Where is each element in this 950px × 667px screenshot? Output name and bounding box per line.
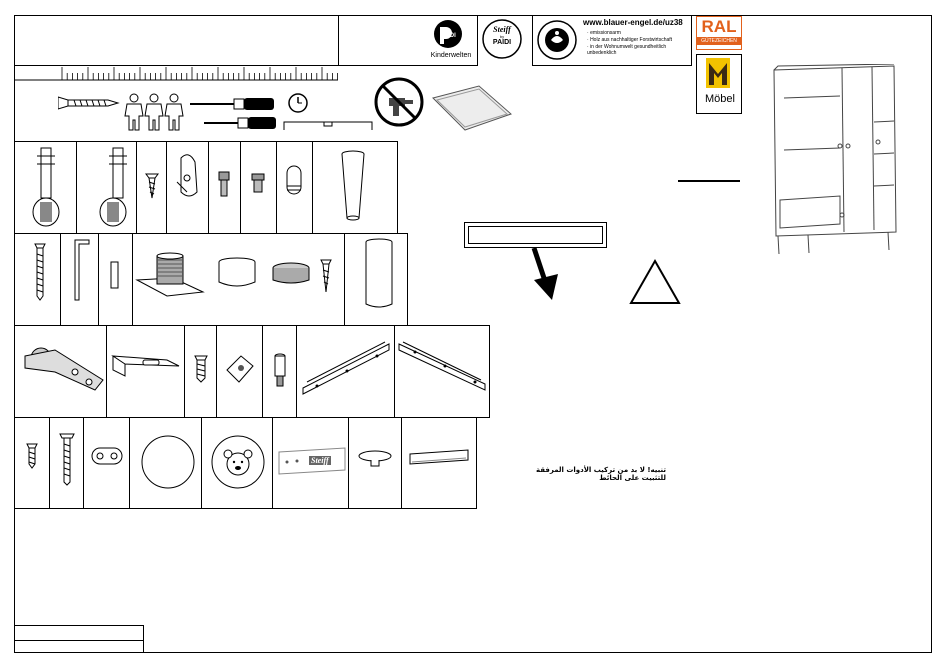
footer-box-bottom: [14, 640, 144, 653]
parts-row-2: [14, 233, 408, 326]
blue-angel-bullet-3: · in der Wohnumwelt gesundheitlich unbedenklich: [587, 44, 667, 56]
part-leg-fittings: [133, 234, 345, 325]
part-bar-handle: [402, 418, 478, 508]
part-tapered-leg: [313, 142, 399, 233]
steiff-paidi-logo: [481, 18, 523, 60]
label-underline: [678, 180, 740, 182]
part-hinge: [15, 326, 107, 417]
screwdriver-flat-icon: [204, 116, 278, 130]
three-persons-icon: [124, 93, 186, 131]
part-drawer-runner-left: [297, 326, 395, 417]
moebel-text: Möbel: [705, 93, 735, 105]
part-dowel-cap: [277, 142, 313, 233]
blue-angel-label: [532, 15, 692, 66]
footer-box-top: [14, 625, 144, 641]
notice-box: [464, 222, 607, 248]
svg-text:PAIDI: PAIDI: [440, 33, 456, 39]
moebel-m-icon: [706, 58, 730, 88]
steiff-logo-line2: by: [499, 34, 505, 39]
part-tube: [345, 234, 409, 325]
part-euro-screw: [185, 326, 217, 417]
wardrobe-illustration: [770, 64, 902, 256]
part-connector-block: [84, 418, 130, 508]
part-drawer-runner-right: [395, 326, 491, 417]
part-shelf-pin: [263, 326, 297, 417]
part-wood-dowel: [99, 234, 133, 325]
steiff-plate-label: Steiff: [311, 456, 329, 465]
blue-angel-icon: [537, 20, 577, 60]
parts-row-1: [14, 141, 398, 234]
part-chipboard-screw: [15, 418, 50, 508]
warning-triangle-icon: [629, 258, 681, 306]
clock-icon: [287, 92, 309, 114]
paidi-logo: [426, 18, 476, 64]
part-allen-key: [61, 234, 99, 325]
cleaning-pad-icon: [431, 84, 513, 132]
parts-row-4: [14, 417, 477, 509]
header-title-box: [14, 15, 339, 66]
screw-icon: [58, 95, 120, 111]
paidi-sub-text: Kinderwelten: [430, 52, 472, 59]
part-round-knob-teddy: [202, 418, 273, 508]
parts-row-3: [14, 325, 490, 418]
part-steiff-plate: [273, 418, 349, 508]
part-round-knob-plain: [130, 418, 202, 508]
ral-badge: [696, 16, 742, 114]
measure-tape-icon: [282, 120, 374, 132]
ruler: [14, 65, 344, 81]
screwdriver-phillips-icon: [190, 97, 276, 111]
ral-subtitle: GÜTEZEICHEN: [697, 37, 741, 45]
part-connector-a: [209, 142, 241, 233]
part-glide-foot: [349, 418, 402, 508]
part-cam-bolt-a: [15, 142, 77, 233]
part-mounting-plate: [107, 326, 185, 417]
steiff-logo-line3: PAIDI: [492, 39, 512, 46]
blue-angel-bullet-1: · emissionsarm: [587, 30, 621, 36]
part-corner-bracket: [217, 326, 263, 417]
part-wall-hook: [167, 142, 209, 233]
part-short-screw: [137, 142, 167, 233]
part-long-screw: [15, 234, 61, 325]
blue-angel-bullet-2: · Holz aus nachhaltiger Forstwirtschaft: [587, 37, 673, 43]
arrow-down-icon: [528, 246, 562, 302]
no-drill-icon: [373, 76, 425, 128]
ral-title: RAL: [701, 17, 737, 36]
part-connector-b: [241, 142, 277, 233]
part-cam-bolt-b: [77, 142, 137, 233]
blue-angel-url: www.blauer-engel.de/uz38: [583, 18, 683, 27]
part-machine-screw: [50, 418, 84, 508]
arabic-wall-fixing-note: تنبيه! لا بد من تركيب الأدوات المرفقة للتثبيت على الحائط: [535, 466, 666, 482]
steiff-logo-line1: Steiff: [493, 25, 511, 34]
